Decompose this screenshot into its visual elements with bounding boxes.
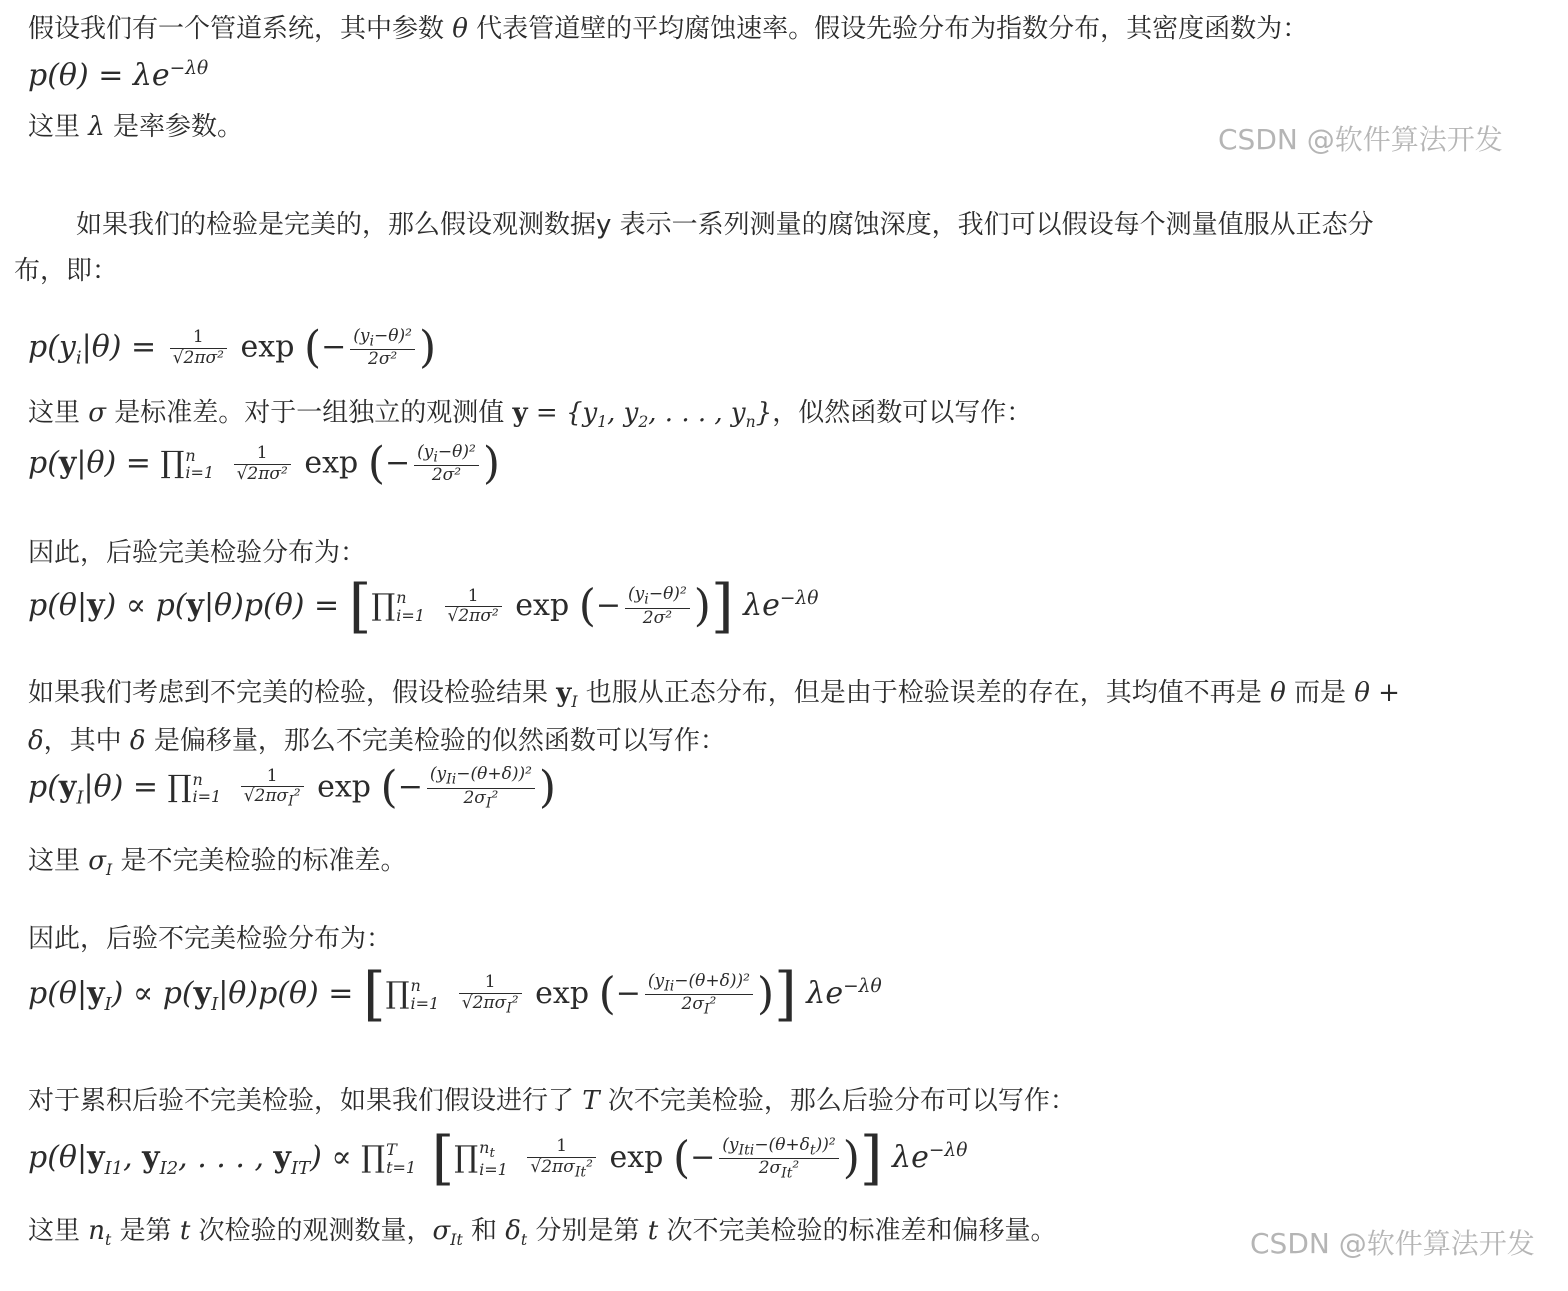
para-posterior-perfect: 因此，后验完美检验分布为： (28, 538, 367, 568)
eq-likelihood-imperfect: $p(y_I|\theta)$ = ∏ n i=1 $\frac{1}{√2\pi\sigma_I^2}$ exp (− $\frac{(y_{Ii}-(\theta+\delta))^2}{2\sigma_I^2}$ ) (28, 762, 557, 813)
eq-posterior-cumulative: $p(\theta|y_{I1}$, $y_{I2}$, . . . , $y_{IT}$) ∝ ∏ T t=1 [∏ $n_t$ i=1 $\frac{1}{√2\pi\sigma_{It}^2}$ exp (− $\frac{(y_{Iti}-(\theta+\delta_t))^2}{2\sigma_{It}^2}$ )] $\lambda e^{-\lambda\theta}$ (28, 1124, 968, 1192)
eq-posterior-imperfect: $p(\theta|y_I) \propto p(y_I|\theta)p(\theta)$ = [∏ n i=1 $\frac{1}{√2\pi\sigma_I^2}$ exp (− $\frac{(y_{Ii}-(\theta+\delta))^2}{2\sigma_I^2}$ )] $\lambda e^{-\lambda\theta}$ (28, 960, 882, 1028)
para-perfect-1: 如果我们的检验是完美的，那么假设观测数据y 表示一系列测量的腐蚀深度，我们可以假设每个测量值服从正态分 (76, 210, 1374, 240)
para-rate: 这里 λ 是率参数。 (28, 112, 244, 142)
eq-prior: $p(\theta) = \lambda e^{-\lambda\theta}$ (28, 58, 209, 93)
eq-likelihood: p(y|θ) = ∏ n i=1 $\frac{1}{\text{√2πσ²}}$ exp (− $\frac{(y_i-\theta)^2}{\text{2σ²}}$ ) (28, 438, 501, 489)
para-sigma: 这里 σ 是标准差。对于一组独立的观测值 $y = \{y_1$, $y_2$, . . . , $y_n$}，似然函数可以写作： (28, 398, 1033, 432)
para-posterior-imperfect: 因此，后验不完美检验分布为： (28, 924, 393, 954)
eq-normal: $p(y_i|\theta)$ = $\frac{1}{\text{√2πσ²}}$ exp (− $\frac{(y_i-\theta)^2}{\text{2σ²}}$ ) (28, 322, 437, 373)
para-cumulative: 对于累积后验不完美检验，如果我们假设进行了 T 次不完美检验，那么后验分布可以写作： (28, 1086, 1076, 1116)
para-sigma-i: 这里 $\sigma_I$ 是不完美检验的标准差。 (28, 846, 407, 880)
para-imperfect-2: δ，其中 δ 是偏移量，那么不完美检验的似然函数可以写作： (28, 726, 726, 756)
para-imperfect-1: 如果我们考虑到不完美的检验，假设检验结果 $y_I$ 也服从正态分布，但是由于检验误差的存在，其均值不再是 θ 而是 θ + (28, 678, 1400, 712)
para-nt: 这里 $n_t$ 是第 t 次检验的观测数量，$\sigma_{It}$ 和 $\delta_t$ 分别是第 t 次不完美检验的标准差和偏移量。 (28, 1216, 1057, 1250)
watermark-top: CSDN @软件算法开发 (1218, 123, 1503, 156)
para-perfect-2: 布，即： (14, 256, 119, 286)
eq-posterior-perfect: p(θ|y) ∝ p(y|θ)p(θ) = [∏ n i=1 $\frac{1}{\text{√2πσ²}}$ exp (− $\frac{(y_i-\theta)^2}{\text{2σ²}}$ )] $\lambda e^{-\lambda\theta}$ (28, 572, 819, 640)
watermark-bottom: CSDN @软件算法开发 (1250, 1227, 1535, 1260)
para-prior: 假设我们有一个管道系统，其中参数 θ 代表管道壁的平均腐蚀速率。假设先验分布为指数分布，其密度函数为： (28, 14, 1309, 44)
